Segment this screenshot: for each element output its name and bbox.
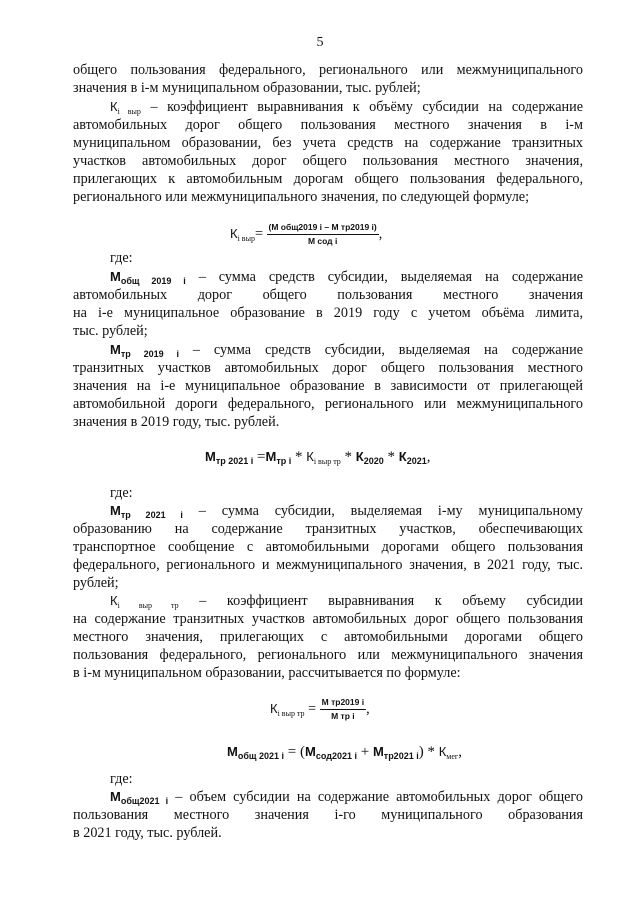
text-line: автомобильной дороги федерального, регионального или межмуниципального — [73, 396, 583, 412]
text-line: тыс. рублей; — [73, 323, 148, 339]
text-line: значения в 2019 году, тыс. рублей. — [73, 414, 280, 430]
text-line: образованию на содержание транзитных участков, обеспечивающих — [73, 521, 583, 537]
text-line: прилегающих к автомобильным дорогам общего пользования федерального, — [73, 171, 583, 187]
paragraph-1-end — [73, 79, 583, 97]
definition-m-tr-2019-body — [73, 359, 583, 413]
paragraph-1 — [73, 61, 583, 79]
text-line: – коэффициент выравнивания к объёму субсидии на содержание — [150, 99, 584, 115]
text-line: на i-е муниципальное образование в 2019 году с учетом объёма лимита, — [73, 305, 583, 321]
text-line: общего пользования федерального, регионального или межмуниципального — [73, 62, 583, 78]
definition-m-tr-2019-end — [73, 413, 583, 431]
text-line: в i-м муниципальном образовании, рассчитывается по формуле: — [73, 665, 461, 681]
formula-k-vyr-tr: $К_{i выр тр}$ = $\frac{\text{М тр2019 i}}{\text{М тр i}}$ , — [270, 697, 370, 721]
text-line: муниципальном образовании, без учета средств на содержание транзитных — [73, 135, 583, 151]
page-number: 5 — [316, 35, 324, 50]
text-line: транспортное сообщение с автомобильными дорогами общего пользования — [73, 539, 583, 555]
definition-m-tr-2019: $М_{тр 2019 i}$ – сумма средств субсидии, выделяемая на содержание — [110, 342, 584, 359]
fraction: $\frac{\text{М тр2019 i}}{\text{М тр i}}$ — [321, 697, 365, 721]
text-line: на содержание транзитных участков автомобильных дорог общего пользования — [73, 611, 583, 627]
definition-k-vyr-tr-body — [73, 610, 583, 664]
text-line: значения в i-м муниципальном образовании, тыс. рублей; — [73, 80, 421, 96]
text-line: в 2021 году, тыс. рублей. — [73, 825, 222, 841]
formula-m-obsh-2021: $М_{общ 2021 i} = (М_{сод2021 i} + М_{тр2021 i}) * К_{мег}$, — [227, 744, 462, 761]
fraction: $\frac{\text{(М общ2019 i – М тр2019 i)}}{\text{М сод i}}$ — [268, 222, 377, 246]
definition-m-obsh-2021-body — [73, 806, 583, 824]
text-line: федерального, регионального и межмуниципального значения, в 2021 году, тыс. — [73, 557, 583, 573]
formula-m-tr-2021: $М_{тр 2021 i} =М_{тр i} * К_{i выр тр} * К_{2020} * К_{2021}$, — [205, 449, 431, 466]
text-line: транзитных участков автомобильных дорог общего пользования местного — [73, 360, 583, 376]
text-line: местного значения, прилегающих с автомобильными дорогами общего — [73, 629, 583, 645]
formula-k-vyr: $К_{i выр}=$ $\frac{\text{(М общ2019 i – М тр2019 i)}}{\text{М сод i}}$ , — [230, 222, 383, 246]
coefficient-definition-body — [73, 116, 583, 188]
text-line: значения на i-е муниципальное образование в зависимости от прилегающей — [73, 378, 583, 394]
text-line: пользования федерального, регионального или межмуниципального значения — [73, 647, 583, 663]
text-line: участков автомобильных дорог общего пользования местного значения, — [73, 153, 583, 169]
definition-m-tr-2021-end — [73, 574, 583, 592]
where-label: где: — [110, 771, 133, 787]
definition-k-vyr-tr-end — [73, 664, 583, 682]
definition-m-obsh-2019-end — [73, 322, 583, 340]
definition-m-tr-2021: $М_{тр 2021 i}$ – сумма субсидии, выделяемая i-му муниципальному — [110, 503, 583, 520]
definition-m-obsh-2019: $М_{общ 2019 i}$ – сумма средств субсидии, выделяемая на содержание — [110, 269, 583, 286]
coefficient-definition-end — [73, 188, 583, 206]
text-line: регионального или межмуниципального значения, по следующей формуле; — [73, 189, 530, 205]
definition-m-tr-2021-body — [73, 520, 583, 574]
text-line: автомобильных дорог общего пользования местного значения в i-м — [73, 117, 583, 133]
text-line: пользования местного значения i-го муниципального образования — [73, 807, 583, 823]
definition-k-vyr-tr: $К_{i выр тр}$ – коэффициент выравнивания к объему субсидии — [110, 593, 584, 610]
definition-m-obsh-2019-body — [73, 286, 583, 322]
where-label: где: — [110, 250, 133, 266]
definition-m-obsh-2021-end — [73, 824, 583, 842]
coefficient-symbol: $К_{i выр}$ — [110, 99, 141, 116]
text-line: автомобильных дорог общего пользования местного значения — [73, 287, 583, 303]
text-line: рублей; — [73, 575, 119, 591]
where-label: где: — [110, 485, 133, 501]
definition-m-obsh-2021: $М_{общ2021 i}$ – объем субсидии на содержание автомобильных дорог общего — [110, 789, 583, 806]
